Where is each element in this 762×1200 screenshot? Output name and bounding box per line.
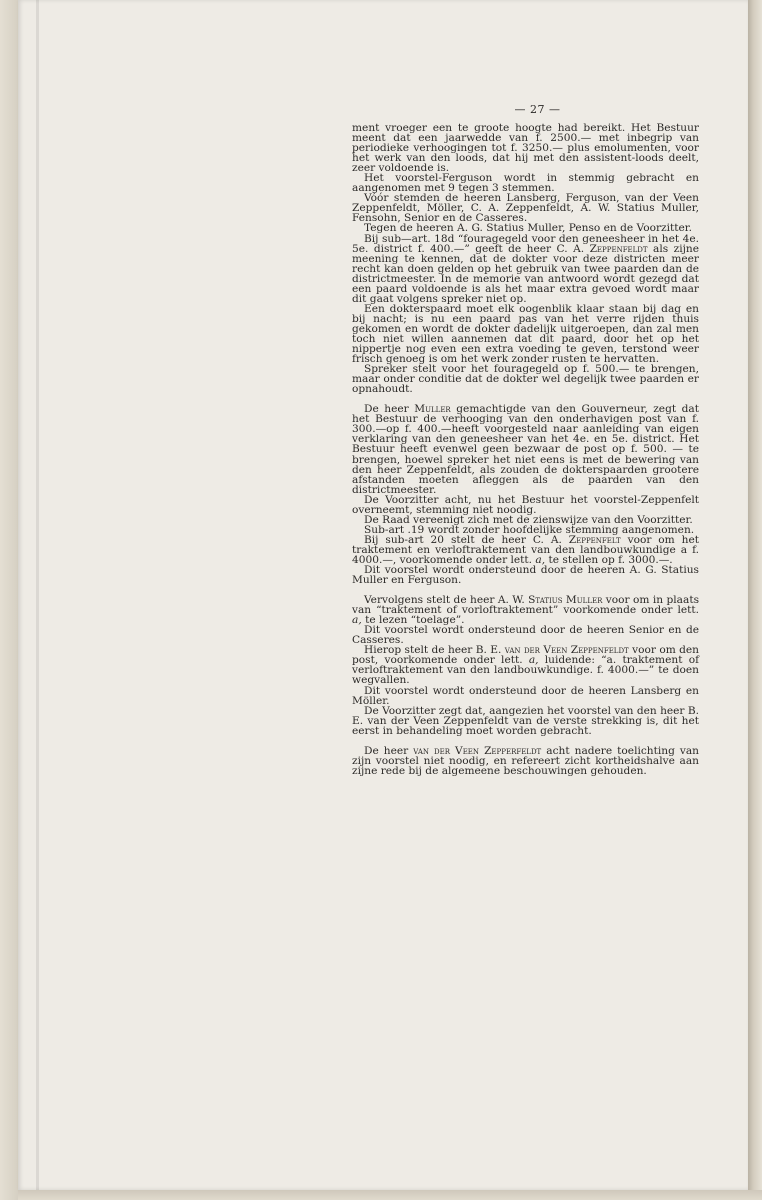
paragraph-text: gemachtigde van den Gouverneur, zegt dat het Bestuur de verhooging van den onderhavigen post van f. 300.—op f. 400.—heeft voorgesteld naar aanleiding van eigen verklaring van den geneesheer van het 4e. en 5e. district. Het Bestuur heeft evenwel geen bezwaar de post op f. 500. — te brengen, hoewel spreker het niet eens is met de bewering van den heer Zeppenfeldt, als zouden de dokterspaarden grootere afstanden moeten afleggen als de paarden van den districtmeester. xyxy=(352,403,700,496)
paragraph-text: te lezen “toelage”. xyxy=(365,614,465,627)
speaker-name: Statius Muller xyxy=(528,594,603,607)
paragraph xyxy=(352,565,699,585)
paragraph xyxy=(352,364,699,394)
paragraph-text: te stellen op f. 3000.—. xyxy=(548,553,673,566)
letter-reference: a, xyxy=(352,614,362,627)
paragraph-text: luidende: “a. traktement of verloftraktement van den landbouwkundige. f. 4000.—” te doen wegvallen. xyxy=(352,654,699,687)
paragraph-text: De Raad vereenigt zich met de zienswijze van den Voorzitter. xyxy=(364,513,693,526)
paragraph xyxy=(352,404,699,494)
paragraph-text: Dit voorstel wordt ondersteund door de heeren Lansberg en Möller. xyxy=(352,684,699,707)
paragraph xyxy=(352,123,699,173)
page-bottom-edge xyxy=(18,1190,762,1200)
paragraph xyxy=(352,173,699,193)
paragraph-text: Hierop stelt de heer B. E. xyxy=(364,644,502,657)
paragraph xyxy=(352,234,699,304)
letter-reference: a, xyxy=(528,654,539,667)
paragraph xyxy=(352,686,699,706)
paragraph-text: Vervolgens stelt de heer A. W. xyxy=(364,594,525,607)
paragraph xyxy=(352,706,699,736)
paragraph-text: Een dokterspaard moet elk oogenblik klaar staan bij dag en bij nacht; is nu een paard pas van het verre rijden thuis gekomen en wordt de dokter dadelijk uitgeroepen, dan zal men toch niet willen aannemen dat dit paard, door het op het nippertje nog even een extra voeding te geven, terstond weer frisch genoeg is om het werk zonder rusten te hervatten. xyxy=(352,302,699,366)
speaker-name: Zeppenfeldt xyxy=(589,242,648,255)
paragraph-text: Vóór stemden de heeren Lansberg, Ferguson, van der Veen Zeppenfeldt, Möller, C. A. Zeppenfeldt, A. W. Statius Muller, Fensohn, Senior en de Casseres. xyxy=(352,192,699,225)
paragraph xyxy=(352,193,699,223)
body-text-column xyxy=(352,123,699,776)
paragraph-text: acht nadere toelichting van zijn voorstel niet noodig, en refereert zicht kortheidshalve aan zijne rede bij de algemeene beschouwingen gehouden. xyxy=(352,744,699,777)
paragraph-text: ment vroeger een te groote hoogte had bereikt. Het Bestuur meent dat een jaarwedde van f. 2500.— met inbegrip van periodieke verhoogingen tot f. 3250.— plus emolumenten, voor het werk van den loods, dat hij met den assistent-loods deelt, zeer voldoende is. xyxy=(352,122,699,175)
paragraph-text: De heer xyxy=(364,744,409,757)
page-stack-edge xyxy=(748,0,762,1200)
paragraph-text: als zijne meening te kennen, dat de dokter voor deze districten meer recht kan doen gelden op het gebruik van twee paarden dan de districtmeester. In de memorie van antwoord wordt gezegd dat een paard voldoende is als het maar extra gevoed wordt maar dit gaat volgens spreker niet op. xyxy=(352,242,699,305)
paragraph-text: Dit voorstel wordt ondersteund door de heeren Senior en de Casseres. xyxy=(352,624,699,647)
paragraph xyxy=(352,304,699,364)
paragraph-text: voor om den post, voorkomende onder lett. xyxy=(352,644,700,667)
previous-page-edge xyxy=(0,0,18,1200)
paragraph xyxy=(352,595,699,625)
paragraph xyxy=(352,746,699,776)
paragraph-text: Bij sub—art. 18d “fouragegeld voor den geneesheer in het 4e. 5e. district f. 400.—” geeft de heer C. A. xyxy=(352,232,699,255)
paragraph xyxy=(352,625,699,645)
paragraph-text: Spreker stelt voor het fouragegeld op f. 500.— te brengen, maar onder conditie dat de dokter wel degelijk twee paarden er opnahoudt. xyxy=(352,363,699,396)
paragraph-text: De Voorzitter acht, nu het Bestuur het voorstel-Zeppenfelt overneemt, stemming niet noodig. xyxy=(352,493,699,516)
paragraph-text: De Voorzitter zegt dat, aangezien het voorstel van den heer B. E. van der Veen Zeppenfeldt van de verste strekking is, dit het eerst in behandeling moet worden gebracht. xyxy=(352,704,700,737)
letter-reference: a, xyxy=(535,553,546,566)
gutter-shadow xyxy=(36,0,39,1190)
speaker-name: van der Veen Zeppenfeldt xyxy=(504,644,629,657)
paragraph-text: Het voorstel-Ferguson wordt in stemmig gebracht en aangenomen met 9 tegen 3 stemmen. xyxy=(352,172,699,195)
paragraph-text: Bij sub-art 20 stelt de heer C. A. xyxy=(364,533,562,546)
paragraph-text: voor om het traktement en verloftraktement van den landbouwkundige a f. 4000.—, voorkomende onder lett. xyxy=(352,533,700,566)
page-number: — 27 — xyxy=(514,103,561,116)
paragraph-text: De heer xyxy=(364,403,409,416)
paragraph-text: Dit voorstel wordt ondersteund door de heeren A. G. Statius Muller en Ferguson. xyxy=(352,564,699,587)
paragraph xyxy=(352,495,699,515)
paragraph-text: Tegen de heeren A. G. Statius Muller, Penso en de Voorzitter. xyxy=(364,222,693,235)
paragraph xyxy=(352,645,699,685)
speaker-name: Zeppenfelt xyxy=(568,533,621,546)
paragraph-text: Sub-art .19 wordt zonder hoofdelijke stemming aangenomen. xyxy=(364,523,695,536)
speaker-name: Muller xyxy=(414,403,451,416)
speaker-name: van der Veen Zepperfeldt xyxy=(413,744,542,757)
paragraph xyxy=(352,535,699,565)
paragraph-text: voor om in plaats van “traktement of vorloftraktement” voorkomende onder lett. xyxy=(352,594,700,617)
